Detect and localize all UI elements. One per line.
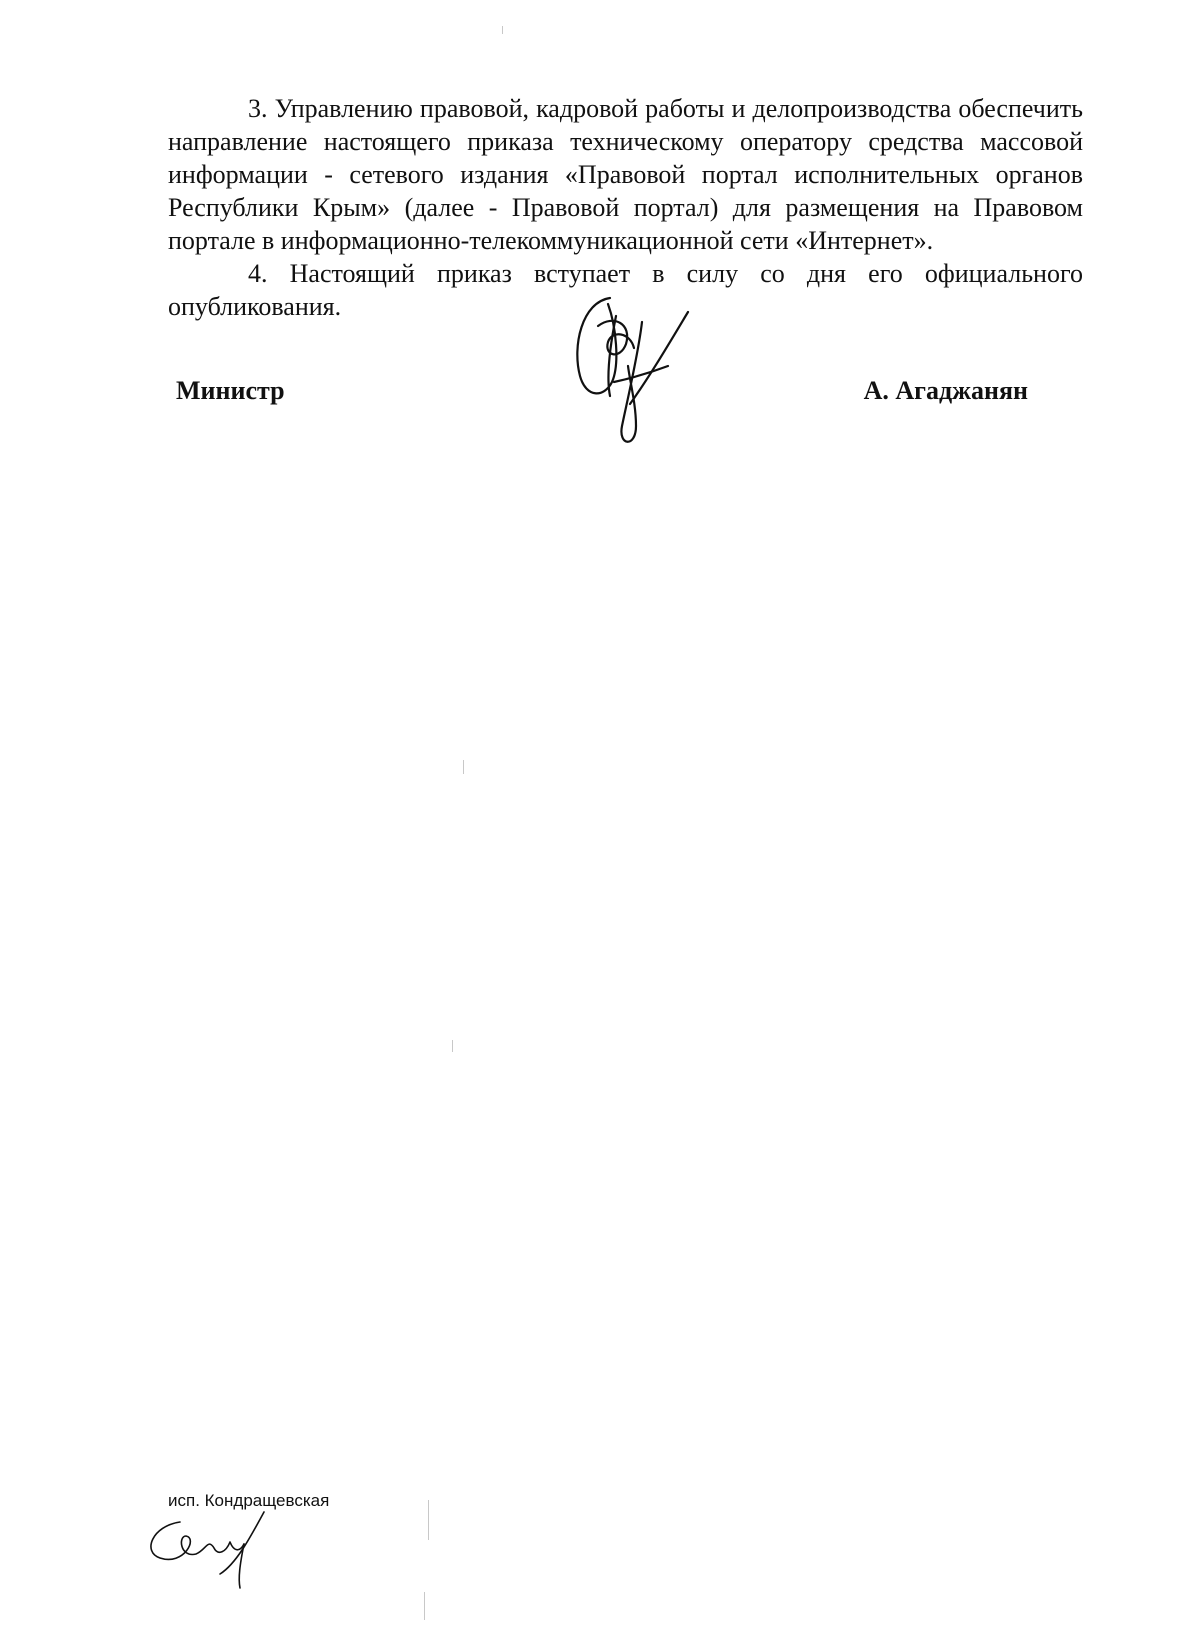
scan-mark	[452, 1040, 453, 1052]
minister-signature	[570, 286, 710, 452]
executor-signature-hook-stroke	[220, 1512, 264, 1574]
executor-signature-main-stroke	[151, 1522, 244, 1559]
signer-name: А. Агаджанян	[863, 376, 1028, 405]
scan-mark	[428, 1500, 429, 1540]
scan-mark	[463, 760, 464, 774]
paragraph-item-4: 4. Настоящий приказ вступает в силу со дня его официального опубликования.	[168, 259, 1083, 321]
executor-note: исп. Кондращевская	[168, 1491, 330, 1510]
paragraph-item-3: 3. Управлению правовой, кадровой работы и делопроизводства обеспечить направление настоящего приказа техническому оператору средства массовой информации - сетевого издания «Правовой портал исполнительных органов Республики Крым» (далее - Правовой портал) для размещения на Правовом портале в информационно-телекоммуникационной сети «Интернет».	[168, 94, 1083, 255]
signature-diagonal-stroke	[630, 312, 688, 404]
scan-mark	[502, 26, 503, 34]
scan-mark	[424, 1592, 425, 1620]
executor-signature	[140, 1508, 280, 1590]
signatory-position: Министр	[176, 376, 285, 405]
signature-cross-stroke	[614, 366, 668, 382]
signature-tail-stroke	[621, 322, 642, 442]
